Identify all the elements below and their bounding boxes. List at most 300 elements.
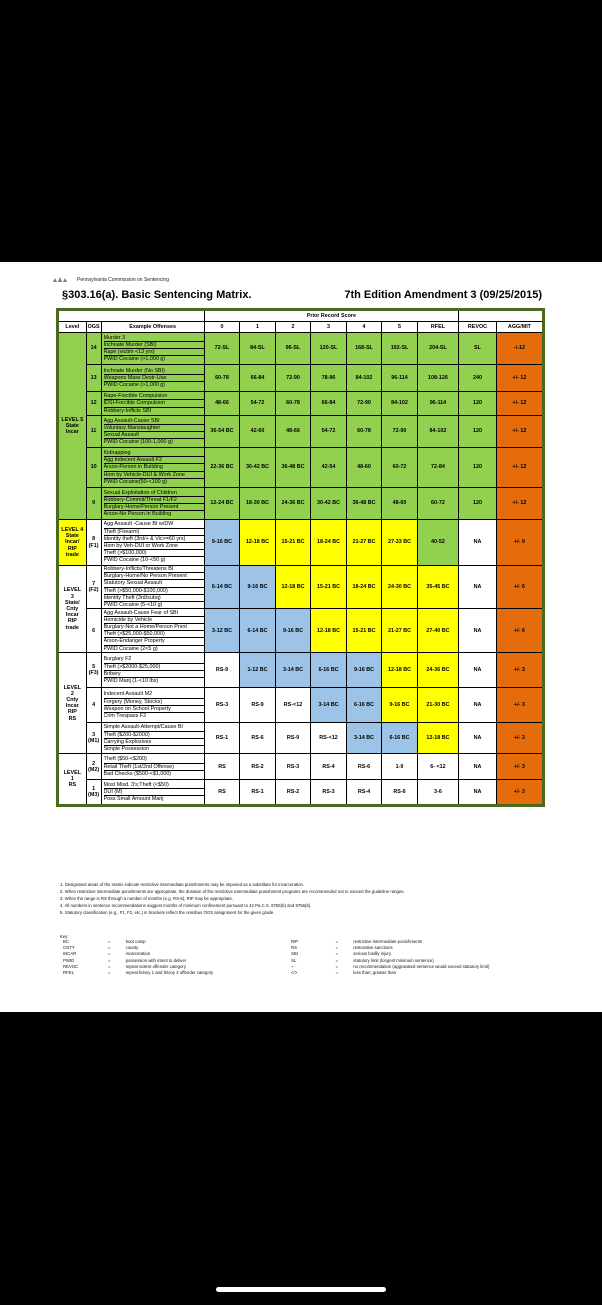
offense-item: Theft (Firearm) [104, 529, 204, 536]
sentence-range-cell: 72-84 [417, 448, 458, 488]
sentence-range-cell: 66-84 [240, 365, 276, 392]
offenses-cell [101, 392, 204, 416]
sentence-range-cell: 42-60 [240, 416, 276, 448]
sentence-range-cell: 48-60 [346, 448, 382, 488]
sentence-range-cell: RS-6 [346, 754, 382, 780]
matrix-row [58, 416, 544, 448]
level-label: Incar/ [65, 539, 80, 546]
sentence-range-cell: 60-78 [275, 392, 311, 416]
sentence-range-cell: RS-1 [240, 780, 276, 806]
offenses-cell [101, 566, 204, 609]
offense-item: PWID Cocaine (>1,000 g) [103, 382, 166, 389]
key-abbr: </> [290, 970, 298, 976]
offense-item: Burglary-Not a Home/Person Prsnt [104, 624, 204, 631]
level-label: LEVEL [63, 684, 81, 691]
sentence-range-cell: 12-18 BC [275, 566, 311, 609]
ogs-cell: 5 (F3) [86, 653, 101, 688]
key-definition: statutory limit (longest minimum sentence) [353, 957, 434, 963]
sentence-range-cell: 24-36 BC [417, 653, 458, 688]
key-table [60, 939, 540, 976]
sentence-range-cell: 240 [459, 365, 497, 392]
sentence-range-cell: 9-16 BC [240, 566, 276, 609]
offense-item: Poss Small Amount Marij [103, 796, 164, 803]
ogs-cell: 14 [86, 333, 101, 365]
sentence-range-cell: SL [459, 333, 497, 365]
level-label: Cnty [66, 606, 79, 612]
level-label: RIP [67, 545, 77, 552]
level-label: trade [65, 551, 79, 558]
offenses-cell [101, 609, 204, 653]
sentence-range-cell: 24-36 BC [275, 488, 311, 520]
key-definition: less than; greater than [353, 970, 397, 976]
sentence-range-cell: 21-27 BC [382, 609, 418, 653]
sentence-range-cell: 60-78 [346, 416, 382, 448]
offense-item: Theft ($200-$2000) [104, 732, 204, 739]
sentence-range-cell: 60-72 [417, 488, 458, 520]
offenses-cell [101, 448, 204, 488]
offense-item: PWID Cocaine (5-<10 g) [103, 602, 163, 609]
sentence-range-cell: 54-72 [311, 416, 347, 448]
offense-item: Robbery-Inflicts SBI [103, 407, 152, 414]
sentence-range-cell: 15-21 BC [346, 609, 382, 653]
offense-item: Retail Theft (1st/2nd Offense) [104, 764, 204, 771]
offense-item: IDSI-Forcible Compulsion [104, 400, 204, 407]
offense-item: Murder 3 [104, 335, 204, 342]
sentence-range-cell: 120-SL [311, 333, 347, 365]
key-definition: possession with intent to deliver [125, 957, 187, 963]
offense-item: Arson-Endanger Property [104, 638, 204, 645]
key-abbr: BC [63, 939, 69, 944]
sentence-range-cell: 72-90 [275, 365, 311, 392]
sentence-range-cell: +/- 12 [496, 416, 543, 448]
ogs-cell: 9 [86, 488, 101, 520]
offenses-cell [101, 780, 204, 806]
sentence-range-cell: RS-<12 [275, 688, 311, 723]
sentence-range-cell: RS [204, 754, 240, 780]
offense-item: Burglary F2 [104, 656, 204, 663]
sentence-range-cell: 120 [459, 448, 497, 488]
sentence-range-cell: 12-18 BC [382, 653, 418, 688]
offenses-cell [101, 653, 204, 688]
offenses-cell [101, 520, 204, 566]
sentence-range-cell: 204-SL [417, 333, 458, 365]
matrix-row [58, 392, 544, 416]
key-abbr: RIP [290, 939, 299, 944]
offense-item: Agg Assault-Cause SBI [104, 418, 204, 425]
offense-item: Theft (>$25,000-$50,000) [104, 631, 204, 638]
key-equals: = [335, 970, 339, 976]
sentence-range-cell: 66-84 [311, 392, 347, 416]
sentence-range-cell: 36-48 BC [346, 488, 382, 520]
offense-item: Robbery-Inflicts/Threatens BI [104, 566, 204, 573]
offense-item: Kidnapping [104, 450, 204, 457]
offenses-cell [101, 754, 204, 780]
abbreviation-key [60, 934, 540, 976]
key-equals: = [108, 957, 111, 963]
key-equals: = [335, 939, 339, 944]
sentence-range-cell: 96-114 [417, 392, 458, 416]
ogs-col-header: OGS [86, 322, 101, 333]
prs-col-header: RFEL [417, 322, 458, 333]
key-row [60, 970, 540, 976]
prs-col-header: 2 [275, 322, 311, 333]
sentence-range-cell: 6- <12 [417, 754, 458, 780]
sentence-range-cell: 15-21 BC [311, 566, 347, 609]
key-definition: boot camp [125, 939, 146, 944]
sentence-range-cell: 84-102 [382, 392, 418, 416]
sentence-range-cell: 12-18 BC [311, 609, 347, 653]
sentence-range-cell: 36-48 BC [275, 448, 311, 488]
offense-item: PWID Cocaine (10-<50 g) [103, 557, 166, 564]
prs-col-header: REVOC [459, 322, 497, 333]
ogs-cell: 4 [86, 688, 101, 723]
matrix-title: §303.16(a). Basic Sentencing Matrix. [62, 289, 252, 301]
offense-item: Burglary-Home/Person Present [104, 504, 204, 511]
ogs-cell: 8 (F1) [86, 520, 101, 566]
sentence-range-cell: 40-52 [417, 520, 458, 566]
offenses-col-header: Example Offenses [101, 322, 204, 333]
sentence-range-cell: 60-78 [204, 365, 240, 392]
offense-item: Voluntary Manslaughter [104, 425, 204, 432]
offense-item: Sexual Assault [104, 432, 204, 439]
level-label: Incar [65, 429, 79, 436]
sentence-range-cell: RS-<12 [311, 723, 347, 754]
sentence-range-cell: 36-54 BC [204, 416, 240, 448]
sentence-range-cell: RS-1 [204, 723, 240, 754]
key-definition: restorative sanctions [353, 945, 393, 951]
sentence-range-cell: 15-21 BC [275, 520, 311, 566]
offenses-cell [101, 723, 204, 754]
sentence-range-cell: +/- 3 [496, 723, 543, 754]
prs-col-header: 1 [240, 322, 276, 333]
ogs-cell: 6 [86, 609, 101, 653]
level-label: RIP [67, 618, 77, 625]
level-label: Cnty [66, 697, 79, 704]
sentence-range-cell: 60-72 [382, 448, 418, 488]
offense-item: Identity theft (3rd/+ & Vic>=60 yrs) [104, 536, 204, 543]
offense-item: Weapons Mass Destr-Use [104, 375, 204, 382]
key-definition: restrictive intermediate punishments [353, 939, 423, 944]
level-label: 1 [70, 776, 74, 783]
sentence-range-cell: 1-9 [382, 754, 418, 780]
note: 2. When restrictive intermediate punishments are appropriate, the duration of the restrictive intermediate punishment programs are recommended not to exceed the guideline ranges. [60, 888, 405, 894]
sentence-range-cell: 3-14 BC [346, 723, 382, 754]
sentence-range-cell: RS-9 [275, 723, 311, 754]
level-label: Incar [65, 612, 79, 619]
key-definition: no recommendation (aggravated sentence would exceed statutory limit) [353, 963, 490, 969]
sentence-range-cell: RS-6 [240, 723, 276, 754]
sentence-range-cell: +/- 3 [496, 780, 543, 806]
matrix-row [58, 333, 544, 365]
sentence-range-cell: RS-3 [204, 688, 240, 723]
sentence-range-cell: 120 [459, 488, 497, 520]
key-definition: repeat violent offender category [125, 963, 186, 969]
offenses-cell [101, 365, 204, 392]
level-cell [58, 520, 87, 566]
note: 3. When the range is RS through a number of months (e.g. RS-6), RIP may be appropriate. [60, 895, 234, 901]
ogs-cell: 12 [86, 392, 101, 416]
sentence-range-cell: 54-72 [240, 392, 276, 416]
offense-item: Hom by Veh-DUI or Work Zone [104, 543, 204, 550]
sentence-range-cell: 21-30 BC [417, 688, 458, 723]
sentence-range-cell: 27-40 BC [417, 609, 458, 653]
offense-item: PWID Cocaine (>1,000 g) [103, 356, 166, 363]
level-label: LEVEL 4 [61, 526, 84, 533]
sentence-range-cell: +/- 12 [496, 392, 543, 416]
level-cell [58, 754, 87, 806]
note: 4. All numbers in sentence recommendations suggest months of minimum confinement pursuant to 42 Pa.C.S. 9755(b) and 9756(b). [60, 902, 312, 908]
level-label: RS [68, 715, 77, 722]
offense-item: Rape-Forcible Compulsion [104, 393, 204, 400]
level-cell [58, 653, 87, 754]
matrix-row [58, 609, 544, 653]
matrix-row [58, 754, 544, 780]
sentence-range-cell: +/- 6 [496, 609, 543, 653]
offense-item: Most Misd. 3's;Theft (<$50) [104, 782, 204, 789]
offenses-cell [101, 333, 204, 365]
offense-item: Weapon on School Property [104, 706, 204, 713]
sentence-range-cell: 78-96 [311, 365, 347, 392]
key-abbr: REVOC [63, 963, 79, 969]
sentence-range-cell: RS-4 [346, 780, 382, 806]
offense-item: Burglary-Home/No Person Present [104, 573, 204, 580]
matrix-row [58, 688, 544, 723]
ogs-cell: 11 [86, 416, 101, 448]
sentence-range-cell: 30-42 BC [240, 448, 276, 488]
sentence-range-cell: 42-54 [311, 448, 347, 488]
level-label: trade [65, 624, 79, 631]
offense-item: Robbery-Commit/Threat F1/F2 [104, 497, 204, 504]
sentence-range-cell: 24-30 BC [382, 566, 418, 609]
sentence-range-cell: 120 [459, 416, 497, 448]
sentence-range-cell: +/- 12 [496, 448, 543, 488]
ogs-cell: 13 [86, 365, 101, 392]
key-equals: = [335, 957, 339, 963]
sentence-range-cell: NA [459, 754, 497, 780]
prs-col-header: 5 [382, 322, 418, 333]
sentence-range-cell: RS-3 [275, 754, 311, 780]
sentence-range-cell: NA [459, 688, 497, 723]
note: 5. Statutory classification (e.g., F1, F2, etc.) in brackets reflect the omnibus OGS assignment for the given grade. [60, 909, 275, 915]
matrix-row [58, 520, 544, 566]
key-abbr: CNTY [63, 945, 75, 951]
home-indicator[interactable] [216, 1287, 386, 1292]
sentence-range-cell: 3-12 BC [204, 609, 240, 653]
sentence-range-cell: 3-6 [417, 780, 458, 806]
prs-col-header: 0 [204, 322, 240, 333]
sentence-range-cell: 18-30 BC [240, 488, 276, 520]
sentence-range-cell: 1-12 BC [240, 653, 276, 688]
sentence-range-cell: RS-2 [275, 780, 311, 806]
key-definition: serious bodily injury [353, 951, 391, 957]
sentence-range-cell: 6-16 BC [311, 653, 347, 688]
sentence-range-cell: 18-24 BC [311, 520, 347, 566]
sentence-range-cell: 21-27 BC [346, 520, 382, 566]
offense-item: PWID Cocaine (100-1,000 g) [103, 439, 173, 446]
note: 1. Designated areas of the matrix indicate restrictive intermediate punishments may be imposed as a substitute for incarceration. [60, 882, 305, 887]
offense-item: Rape (victim <13 yrs) [104, 349, 204, 356]
sentence-range-cell: RS-9 [240, 688, 276, 723]
sentence-range-cell: 3-14 BC [275, 653, 311, 688]
sentence-range-cell: -/-12 [496, 333, 543, 365]
key-abbr: RS [290, 945, 297, 951]
sentence-range-cell: NA [459, 780, 497, 806]
sentence-range-cell: 72-90 [346, 392, 382, 416]
sentence-range-cell: 30-42 BC [311, 488, 347, 520]
sentence-range-cell: RS-3 [311, 780, 347, 806]
sentence-range-cell: 12-24 BC [204, 488, 240, 520]
offense-item: Forgery (Money, Stocks) [104, 699, 204, 706]
offense-item: Carrying Explosives [104, 739, 204, 746]
sentence-range-cell: RS-6 [382, 780, 418, 806]
sentence-range-cell: RS-4 [311, 754, 347, 780]
offense-item: Agg Assault -Cause BI w/DW [104, 521, 204, 528]
level-label: 2 [70, 690, 74, 697]
sentence-range-cell: NA [459, 653, 497, 688]
matrix-notes [60, 882, 540, 916]
sentence-range-cell: RS-9 [204, 653, 240, 688]
edition-label: 7th Edition Amendment 3 (09/25/2015) [344, 289, 542, 301]
sentence-range-cell: RS [204, 780, 240, 806]
sentence-range-cell: 6-16 BC [382, 723, 418, 754]
sentence-range-cell: 6-14 BC [240, 609, 276, 653]
sentence-range-cell: NA [459, 520, 497, 566]
level-col-header: Level [58, 322, 87, 333]
ogs-cell: 10 [86, 448, 101, 488]
key-equals: = [335, 951, 339, 957]
offense-item: Bribery [104, 671, 204, 678]
level-label: State [65, 422, 79, 429]
sentence-range-cell: +/- 3 [496, 754, 543, 780]
sentence-range-cell: 168-SL [346, 333, 382, 365]
sentence-range-cell: 12-18 BC [417, 723, 458, 754]
sentence-range-cell: +/- 6 [496, 566, 543, 609]
sentence-range-cell: 72-SL [204, 333, 240, 365]
matrix-row [58, 653, 544, 688]
offense-item: PWID Cocaine (2<5 g) [103, 645, 158, 652]
level-label: LEVEL [63, 587, 81, 594]
offense-item: Theft (>$100,000) [104, 550, 204, 557]
sentence-range-cell: 9-16 BC [204, 520, 240, 566]
sentence-range-cell: 84-102 [346, 365, 382, 392]
sentence-range-cell: +/- 3 [496, 688, 543, 723]
sentence-range-cell: 6-14 BC [204, 566, 240, 609]
level-label: State [65, 533, 79, 540]
offense-item: Bad Checks ($500-<$1,000) [103, 770, 172, 777]
level-label: LEVEL 5 [61, 416, 84, 423]
key-definition: incarceration [125, 951, 151, 957]
key-abbr: SBI [290, 951, 298, 957]
offense-item: Arson-Person in Building [104, 464, 204, 471]
commission-header [52, 276, 169, 283]
ogs-cell: 2 (M2) [86, 754, 101, 780]
sentence-range-cell: 48-66 [204, 392, 240, 416]
sentence-range-cell: 3-14 BC [311, 688, 347, 723]
sentence-range-cell: NA [459, 723, 497, 754]
sentence-range-cell: 6-16 BC [346, 688, 382, 723]
key-abbr: SL [290, 957, 297, 963]
sentence-range-cell: 72-90 [382, 416, 418, 448]
sentence-range-cell: NA [459, 566, 497, 609]
offense-item: Agg Indecent Assault F2 [104, 457, 204, 464]
sentence-range-cell: 18-24 BC [346, 566, 382, 609]
offense-item: Theft ($50-<$200) [104, 756, 204, 763]
offense-item: Homicide by Vehicle [104, 617, 204, 624]
sentence-range-cell: 120 [459, 392, 497, 416]
key-equals: = [108, 970, 111, 976]
sentence-range-cell: 35-45 BC [417, 566, 458, 609]
offense-item: Theft (>$2000-$25,000) [104, 664, 204, 671]
level-label: Incar [65, 703, 79, 710]
level-cell [58, 333, 87, 520]
ogs-cell: 3 (M1) [86, 723, 101, 754]
offenses-cell [101, 688, 204, 723]
prs-col-header: 4 [346, 322, 382, 333]
matrix-row [58, 488, 544, 520]
offense-item: Indecent Assault M2 [104, 691, 204, 698]
sentence-range-cell: 96-SL [275, 333, 311, 365]
sentence-range-cell: 27-33 BC [382, 520, 418, 566]
offense-item: Sexual Exploitation of Children [104, 490, 204, 497]
offense-item: PWID Cocaine(50-<100 g) [103, 478, 167, 485]
key-equals: = [335, 945, 339, 951]
offenses-cell [101, 488, 204, 520]
sentence-range-cell: 48-66 [275, 416, 311, 448]
key-abbr: RFEL [63, 970, 74, 976]
ogs-cell: 1 (M3) [86, 780, 101, 806]
offense-item: Arson-No Person in Building [103, 511, 172, 518]
key-equals: = [108, 963, 111, 969]
key-definition: repeat felony 1 and felony 2 offender category [125, 970, 214, 976]
level-cell [58, 566, 87, 653]
matrix-row [58, 566, 544, 609]
sentence-range-cell: NA [459, 609, 497, 653]
level-label: LEVEL [63, 769, 81, 776]
key-equals: = [335, 963, 339, 969]
sentence-range-cell: 9-16 BC [346, 653, 382, 688]
keystone-logo-icon [52, 276, 74, 283]
offense-item: Statutory Sexual Assault [104, 580, 204, 587]
sentence-range-cell: 84-SL [240, 333, 276, 365]
key-abbr: PWID [63, 957, 75, 963]
sentence-range-cell: 84-102 [417, 416, 458, 448]
ogs-cell: 7 (F2) [86, 566, 101, 609]
sentencing-matrix-document [0, 262, 602, 1012]
offense-item: Simple Possession [103, 745, 150, 752]
offense-item: Theft (>$50,000-$100,000) [104, 588, 204, 595]
offense-item: Inchoate Murder (No SBI) [104, 368, 204, 375]
offense-item: Simple Assault-Attempt/Cause BI [104, 724, 204, 731]
level-label: RS [68, 782, 77, 789]
sentence-range-cell: +/- 9 [496, 520, 543, 566]
sentence-range-cell: 9-16 BC [382, 688, 418, 723]
sentence-range-cell: 12-18 BC [240, 520, 276, 566]
sentence-range-cell: +/- 12 [496, 365, 543, 392]
level-label: State/ [64, 599, 80, 606]
sentence-range-cell: +/- 12 [496, 488, 543, 520]
key-equals: = [108, 951, 111, 957]
offense-item: Crim Trespass F2 [103, 712, 147, 719]
offense-item: PWID Marij (1-<10 lbs) [103, 677, 159, 684]
key-equals: = [108, 939, 111, 944]
sentence-range-cell: 22-36 BC [204, 448, 240, 488]
offenses-cell [101, 416, 204, 448]
offense-item: Inchoate Murder (SBI) [104, 342, 204, 349]
matrix-row [58, 365, 544, 392]
offense-item: Hom by Vehicle-DUI & Work Zone [104, 472, 204, 479]
sentence-range-cell: +/- 3 [496, 653, 543, 688]
matrix-row [58, 780, 544, 806]
